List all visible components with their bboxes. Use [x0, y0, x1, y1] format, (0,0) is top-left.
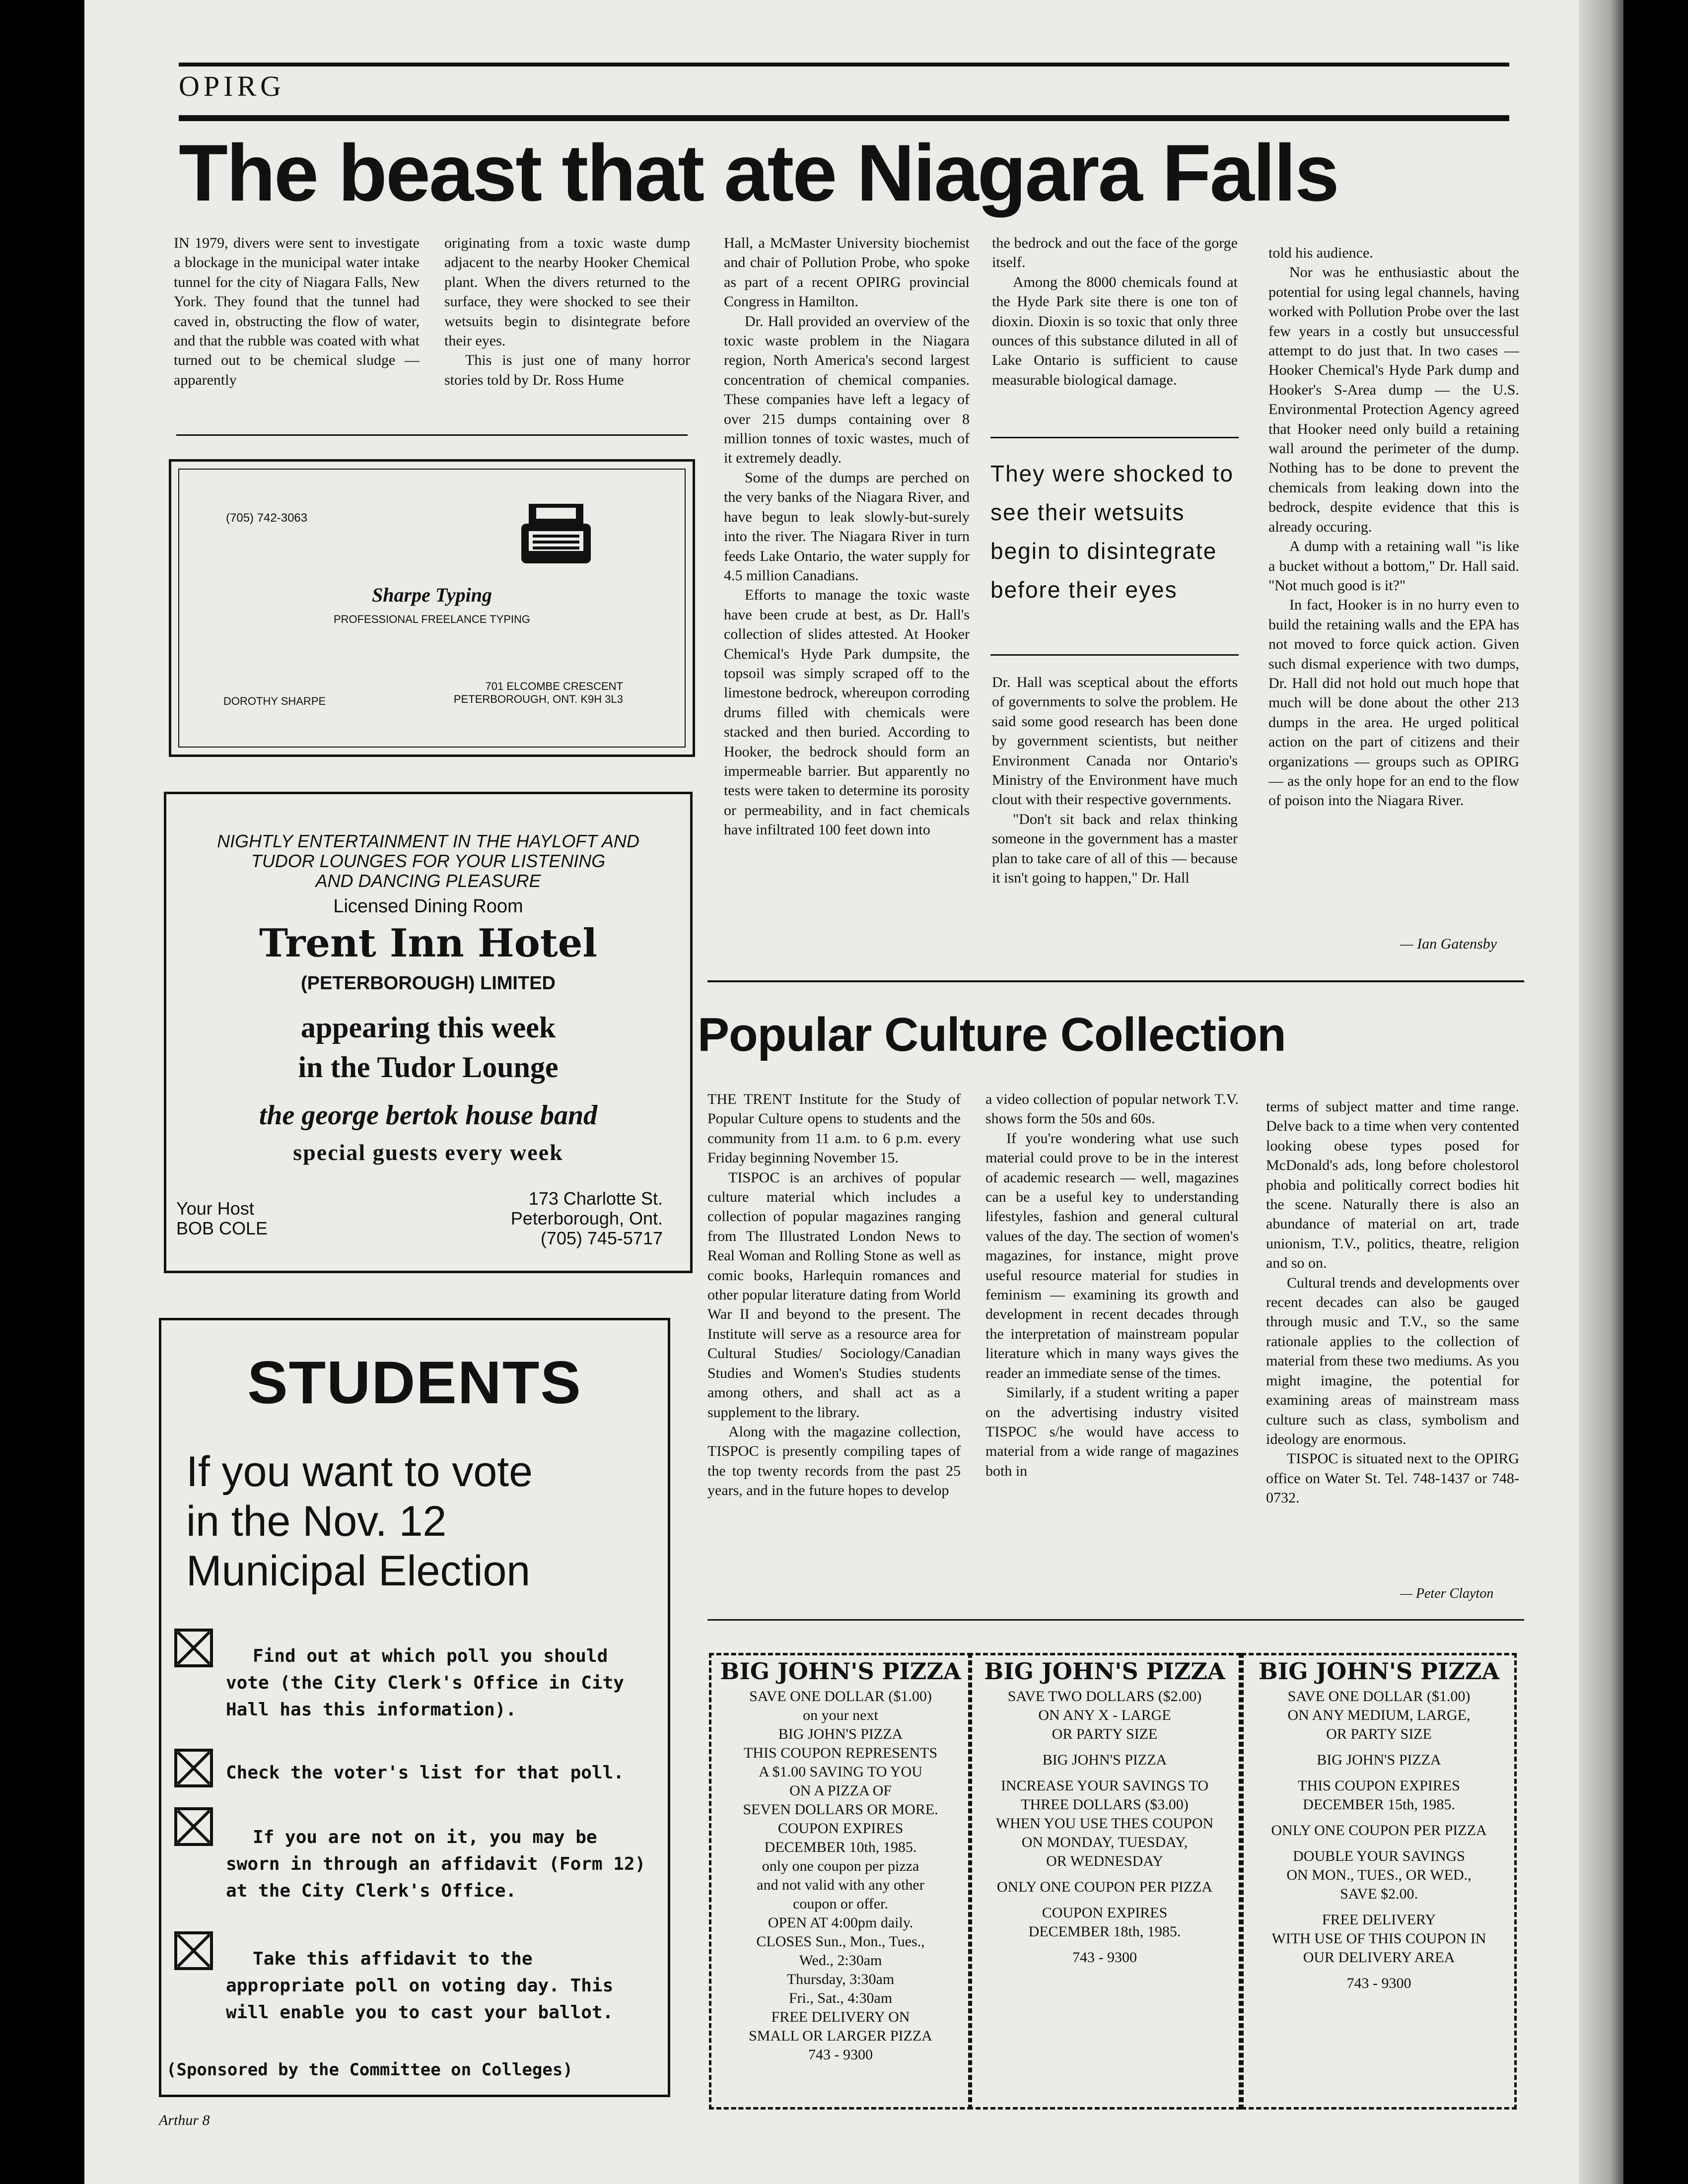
coupon-line: coupon or offer. [793, 1896, 888, 1912]
coupon-line: SAVE TWO DOLLARS ($2.00) [1007, 1688, 1202, 1705]
coupon-body [971, 1687, 1239, 1967]
top-rule [179, 63, 1509, 67]
pullquote-rule-top [990, 437, 1239, 438]
checkbox-icon [174, 1807, 213, 1846]
typing-phone: (705) 742-3063 [226, 511, 308, 525]
coupon-line [971, 1897, 1239, 1904]
coupon-line: THIS COUPON EXPIRES [1298, 1777, 1460, 1794]
typing-address: 701 ELCOMBE CRESCENT PETERBOROUGH, ONT. K9H 3L3 [453, 680, 623, 705]
headline: The beast that ate Niagara Falls [179, 128, 1338, 218]
coupon-line: OPEN AT 4:00pm daily. [768, 1914, 914, 1931]
coupon-line: Wed., 2:30am [799, 1952, 882, 1969]
coupon-title: BIG JOHN'S PIZZA [720, 1658, 961, 1685]
coupon-line: WHEN YOU USE THES COUPON [995, 1815, 1214, 1832]
hotel-name: Trent Inn Hotel [259, 921, 598, 966]
hotel-intro: NIGHTLY ENTERTAINMENT IN THE HAYLOFT AND TUDOR LOUNGES FOR YOUR LISTENING AND DANCING PLEASURE [217, 831, 639, 891]
coupon-line [971, 1770, 1239, 1776]
coupon-title: BIG JOHN'S PIZZA [984, 1658, 1225, 1685]
header-rule [179, 115, 1509, 121]
article2-byline: — Peter Clayton [1400, 1586, 1494, 1601]
column-divider [176, 434, 688, 436]
coupon-line: BIG JOHN'S PIZZA [778, 1726, 903, 1742]
hotel-ad [164, 792, 693, 1273]
coupon-line: ON MON., TUES., OR WED., [1286, 1867, 1472, 1883]
coupon-line [1244, 1770, 1514, 1776]
hotel-address: 173 Charlotte St. Peterborough, Ont. (705) 745-5717 [510, 1188, 663, 1248]
coupon-line: FREE DELIVERY [1322, 1911, 1436, 1928]
coupon-line: CLOSES Sun., Mon., Tues., [756, 1933, 925, 1950]
coupon-line: only one coupon per pizza [762, 1858, 919, 1874]
coupon-line: A $1.00 SAVING TO YOU [759, 1764, 922, 1780]
article-column-5: told his audience. Nor was he enthusiastic about the potential for using legal channels, having worked with Pollution Probe over the last few years in a costly but unsuccessful attempt to do just that. In two cases — Hooker Chemical's Hyde Park dump and Hooker's S-Area dump — the U.S. Environmental Protection Agency agreed that Hooker need only build a retaining wall around the perimeter of the dump. Nothing has to be done to prevent the chemicals from leaking down into the bedrock, despite evidence that this is already occuring. A dump with a retaining wall "is like a bucket without a bottom," Dr. Hall said. "Not much good is it?" In fact, Hooker is in no hurry even to build the retaining walls and the EPA has not moved to force quick action. Given such dismal experience with two dumps, Dr. Hall did not hold out much hope that much will be done about the other 213 dumps in the area. He urged political action on the part of citizens and their organizations — groups such as OPIRG — as the only hope for an end to the flow of poison into the Niagara River. [1268, 245, 1519, 809]
article2-column-3: terms of subject matter and time range. Delve back to a time when very contented looking obese types posed for McDonald's ads, long before cholestorol phobia and politically correct bodies hit the scene. Naturally there is also an abundance of material on art, trade unionism, T.V., politics, theatre, religion and so on. Cultural trends and developments over recent decades can also be gauged through music and T.V., so the same rationale applies to the collection of material from these two mediums. As you might imagine, the potential for examining areas of mainstream mass culture such as class, symbolism and ideology are enormous. TISPOC is situated next to the OPIRG office on Water St. Tel. 748-1437 or 748-0732. [1266, 1098, 1519, 1506]
article2-headline: Popular Culture Collection [698, 1008, 1286, 1061]
coupon-line: OR WEDNESDAY [1046, 1853, 1163, 1869]
coupon-line: INCREASE YOUR SAVINGS TO [1000, 1777, 1209, 1794]
coupon-line: COUPON EXPIRES [777, 1820, 904, 1837]
coupon-line: Fri., Sat., 4:30am [788, 1990, 893, 2006]
coupon-line: 743 - 9300 [1072, 1949, 1137, 1966]
coupon-line: FREE DELIVERY ON [771, 2009, 910, 2025]
article2-column-2: a video collection of popular network T.V. shows form the 50s and 60s. If you're wondering what use such material could prove to be in the interest of academic research — well, magazines can be a useful key to understanding lifestyles, fashion and general cultural values of the day. The section of women's magazines, for instance, might prove useful resource material for studies in feminism — examining its growth and development in recent decades through the interpretation of mainstream popular literature which in many ways gives the reader an immediate sense of the times. Similarly, if a student writing a paper on the advertising industry visited TISPOC s/he would have access to material from a wide range of magazines both in [985, 1091, 1239, 1479]
byline: — Ian Gatensby [1400, 936, 1497, 952]
coupon-line: ON ANY MEDIUM, LARGE, [1287, 1707, 1471, 1723]
coupon-line: SMALL OR LARGER PIZZA [749, 2028, 932, 2044]
coupon-3[interactable] [1241, 1653, 1517, 2110]
students-step-3: If you are not on it, you may be sworn in through an affidavit (Form 12) at the City Clerk's Office. [226, 1827, 646, 1901]
hotel-appearing: appearing this week in the Tudor Lounge [298, 1011, 559, 1084]
coupon-line [1244, 1744, 1514, 1751]
coupon-line: DECEMBER 10th, 1985. [764, 1839, 917, 1855]
pullquote-rule-bottom [990, 654, 1239, 656]
coupon-line [971, 1744, 1239, 1751]
checkbox-icon [174, 1628, 213, 1668]
hotel-sub: (PETERBOROUGH) LIMITED [301, 973, 556, 994]
article2-column-1: THE TRENT Institute for the Study of Popular Culture opens to students and the community from 11 a.m. to 6 p.m. every Friday beginning November 15. TISPOC is an archives of popular culture material which includes a collection of popular magazines ranging from The Illustrated London News to Real Woman and Rolling Stone as well as comic books, Harlequin romances and other popular literature dating from World War II and beyond to the present. The Institute will serve as a resource area for Cultural Studies/ Sociology/Canadian Studies and Women's Studies students among others, and shall act as a supplement to the library. Along with the magazine collection, TISPOC is presently compiling tapes of the top twenty records from the past 25 years, and in the future hopes to develop [707, 1091, 961, 1499]
coupon-line [1244, 1904, 1514, 1911]
coupon-1[interactable] [709, 1653, 972, 2110]
coupon-line: SAVE $2.00. [1340, 1886, 1418, 1902]
coupon-line [1244, 1814, 1514, 1821]
page-folio: Arthur 8 [159, 2112, 210, 2128]
coupon-line [1244, 1967, 1514, 1974]
typing-owner: DOROTHY SHARPE [223, 695, 326, 707]
students-subtitle: If you want to vote in the Nov. 12 Municipal Election [186, 1448, 533, 1595]
typing-tagline: PROFESSIONAL FREELANCE TYPING [333, 613, 531, 625]
coupon-line: and not valid with any other [757, 1877, 924, 1893]
coupon-line [971, 1941, 1239, 1948]
coupon-line: OR PARTY SIZE [1052, 1726, 1158, 1742]
students-step-1: Find out at which poll you should vote (the City Clerk's Office in City Hall has this information). [226, 1646, 624, 1720]
coupon-line: SAVE ONE DOLLAR ($1.00) [1287, 1688, 1471, 1705]
students-step-2: Check the voter's list for that poll. [226, 1763, 624, 1783]
students-step-4: Take this affidavit to the appropriate poll on voting day. This will enable you to cast your ballot. [226, 1949, 614, 2023]
coupon-line: ON ANY X - LARGE [1038, 1707, 1171, 1723]
coupon-line: BIG JOHN'S PIZZA [1042, 1752, 1167, 1768]
coupon-2[interactable] [968, 1653, 1241, 2110]
coupon-line: 743 - 9300 [1346, 1975, 1411, 1991]
coupon-line: DOUBLE YOUR SAVINGS [1293, 1848, 1465, 1864]
hotel-host: Your Host BOB COLE [176, 1198, 268, 1238]
coupon-line: 743 - 9300 [808, 2047, 873, 2063]
pull-quote: They were shocked to see their wetsuits begin to disintegrate before their eyes [990, 461, 1234, 603]
coupon-line: Thursday, 3:30am [786, 1971, 895, 1987]
coupon-line [1244, 1840, 1514, 1847]
coupon-line: ON MONDAY, TUESDAY, [1021, 1834, 1188, 1850]
typing-ad [169, 459, 695, 757]
page-fold [1579, 0, 1623, 2184]
coupon-line: ONLY ONE COUPON PER PIZZA [1271, 1822, 1487, 1839]
coupon-body [711, 1687, 970, 2064]
coupon-line: BIG JOHN'S PIZZA [1317, 1752, 1441, 1768]
coupon-title: BIG JOHN'S PIZZA [1258, 1658, 1500, 1685]
coupon-line: OR PARTY SIZE [1326, 1726, 1432, 1742]
hotel-band: the george bertok house band [259, 1100, 598, 1131]
students-sponsor: (Sponsored by the Committee on Colleges) [166, 2060, 573, 2080]
coupon-line [971, 1871, 1239, 1878]
coupon-line: ON A PIZZA OF [789, 1782, 892, 1799]
coupon-line: THREE DOLLARS ($3.00) [1021, 1796, 1189, 1813]
article-column-4b: Dr. Hall was sceptical about the efforts of governments to solve the problem. He said some good research has been done by government scientists, but neither Environment Canada nor Ontario's Ministry of the Environment have much clout with their respective governments. "Don't sit back and relax thinking someone in the government has a master plan to take care of all of this — because it isn't going to happen," Dr. Hall [992, 674, 1238, 887]
article2-rule [707, 980, 1524, 982]
coupon-line: SAVE ONE DOLLAR ($1.00) [749, 1688, 932, 1705]
article-column-1: IN 1979, divers were sent to investigate a blockage in the municipal water intake tunnel for the city of Niagara Falls, New York. They found that the tunnel had caved in, obstructing the flow of water, and that the rubble was coated with what turned out to be chemical sludge — apparently [174, 235, 420, 388]
coupon-line: SEVEN DOLLARS OR MORE. [743, 1801, 938, 1818]
article-column-2: originating from a toxic waste dump adjacent to the nearby Hooker Chemical plant. When the divers returned to the surface, they were shocked to see their wetsuits begin to disintegrate before their eyes. This is just one of many horror stories told by Dr. Ross Hume [444, 235, 690, 388]
hotel-guests: special guests every week [293, 1140, 563, 1165]
coupon-line: ONLY ONE COUPON PER PIZZA [996, 1879, 1213, 1895]
coupon-line: on your next [803, 1707, 878, 1723]
coupon-line: WITH USE OF THIS COUPON IN [1271, 1930, 1486, 1947]
students-title: STUDENTS [247, 1349, 582, 1416]
checkbox-icon [174, 1748, 213, 1788]
coupon-rule [707, 1619, 1524, 1621]
hotel-licensed: Licensed Dining Room [333, 896, 523, 917]
coupon-line: OUR DELIVERY AREA [1303, 1949, 1455, 1966]
section-label: OPIRG [179, 70, 285, 102]
coupon-body [1244, 1687, 1514, 1993]
coupon-line: DECEMBER 15th, 1985. [1303, 1796, 1455, 1813]
article-column-3: Hall, a McMaster University biochemist and chair of Pollution Probe, who spoke as part of a recent OPIRG provincial Congress in Hamilton. Dr. Hall provided an overview of the toxic waste problem in the Niagara region, North America's second largest concentration of chemical companies. These companies have left a legacy of over 215 dumps containing over 8 million tonnes of toxic wastes, much of it extremely deadly. Some of the dumps are perched on the very banks of the Niagara River, and have begun to leak slowly-but-surely into the river. The Niagara River in turn feeds Lake Ontario, the water supply for 4.5 million Canadians. Efforts to manage the toxic waste have been crude at best, as Dr. Hall's collection of slides attested. At Hooker Chemical's Hyde Park dumpsite, the topsoil was simply scraped off to the limestone bedrock, whereupon corroding drums filled with chemicals were stacked and then buried. According to Hooker, the bedrock should form an impermeable barrier. But apparently no tests were taken to determine its porosity or permeability, and in fact chemicals have infiltrated 100 feet down into [724, 235, 970, 838]
typewriter-icon [519, 499, 593, 568]
checkbox-icon [174, 1931, 213, 1971]
coupon-line: THIS COUPON REPRESENTS [743, 1745, 938, 1761]
typing-name: Sharpe Typing [372, 584, 492, 606]
coupon-line: COUPON EXPIRES [1042, 1905, 1168, 1921]
article-column-4: the bedrock and out the face of the gorge itself. Among the 8000 chemicals found at the Hyde Park site there is one ton of dioxin. Dioxin is so toxic that only three ounces of this substance diluted in all of Lake Ontario is sufficient to cause measurable biological damage. [992, 235, 1238, 388]
coupon-line: DECEMBER 18th, 1985. [1028, 1923, 1181, 1940]
